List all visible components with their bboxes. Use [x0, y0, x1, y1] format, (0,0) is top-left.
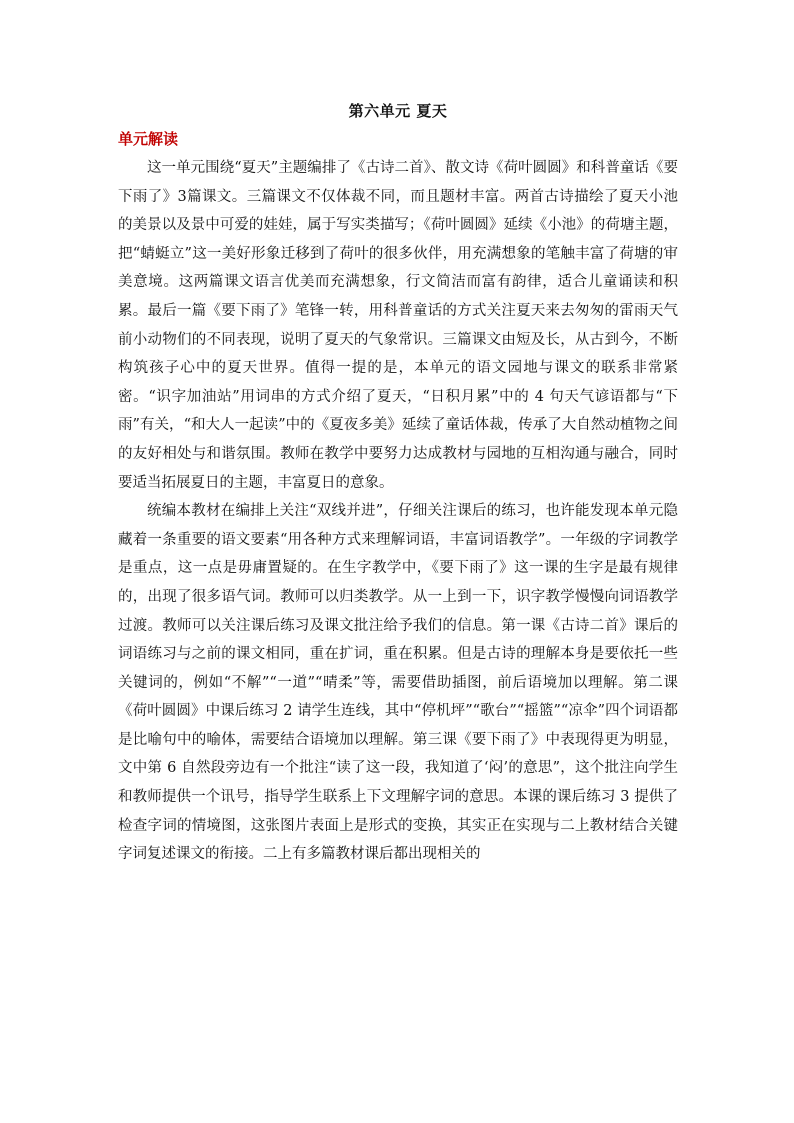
paragraph-2: 统编本教材在编排上关注“双线并进”，仔细关注课后的练习，也许能发现本单元隐藏着一条重要的语文要素“用各种方式来理解词语，丰富词语教学”。一年级的字词教学是重点，这一点是毋庸置疑的。在生字教学中，《要下雨了》这一课的生字是最有规律的，出现了很多语气词。教师可以归类教学。从一上到一下，识字教学慢慢向词语教学过渡。教师可以关注课后练习及课文批注给予我们的信息。第一课《古诗二首》课后的词语练习与之前的课文相同，重在扩词，重在积累。但是古诗的理解本身是要依托一些关键词的，例如“不解”“一道”“晴柔”等，需要借助插图，前后语境加以理解。第二课《荷叶圆圆》中课后练习 2 请学生连线，其中“停机坪”“歌台”“摇篮”“凉伞”四个词语都是比喻句中的喻体，需要结合语境加以理解。第三课《要下雨了》中表现得更为明显，文中第 6 自然段旁边有一个批注“读了这一段，我知道了‘闷’的意思”，这个批注向学生和教师提供一个讯号，指导学生联系上下文理解字词的意思。本课的课后练习 3 提供了检查字词的情境图，这张图片表面上是形式的变换，其实正在实现与二上教材结合关键字词复述课文的衔接。二上有多篇教材课后都出现相关的	[118, 503, 678, 863]
document-body	[118, 96, 678, 869]
paragraph-1: 这一单元围绕“夏天”主题编排了《古诗二首》、散文诗《荷叶圆圆》和科普童话《要下雨了》3篇课文。三篇课文不仅体裁不同，而且题材丰富。两首古诗描绘了夏天小池的美景以及景中可爱的娃娃，属于写实类描写；《荷叶圆圆》延续《小池》的荷塘主题，把“蜻蜓立”这一美好形象迁移到了荷叶的很多伙伴，用充满想象的笔触丰富了荷塘的审美意境。这两篇课文语言优美而充满想象，行文简洁而富有韵律，适合儿童诵读和积累。最后一篇《要下雨了》笔锋一转，用科普童话的方式关注夏天来去匆匆的雷雨天气前小动物们的不同表现，说明了夏天的气象常识。三篇课文由短及长，从古到今，不断构筑孩子心中的夏天世界。值得一提的是，本单元的语文园地与课文的联系非常紧密。“识字加油站”用词串的方式介绍了夏天，“日积月累”中的 4 句天气谚语都与“下雨”有关，“和大人一起读”中的《夏夜多美》延续了童话体裁，传承了大自然动植物之间的友好相处与和谐氛围。教师在教学中要努力达成教材与园地的互相沟通与融合，同时要适当拓展夏日的主题，丰富夏日的意象。	[118, 160, 678, 491]
page-title: 第六单元 夏天	[348, 102, 448, 120]
section-heading: 单元解读	[118, 130, 179, 148]
